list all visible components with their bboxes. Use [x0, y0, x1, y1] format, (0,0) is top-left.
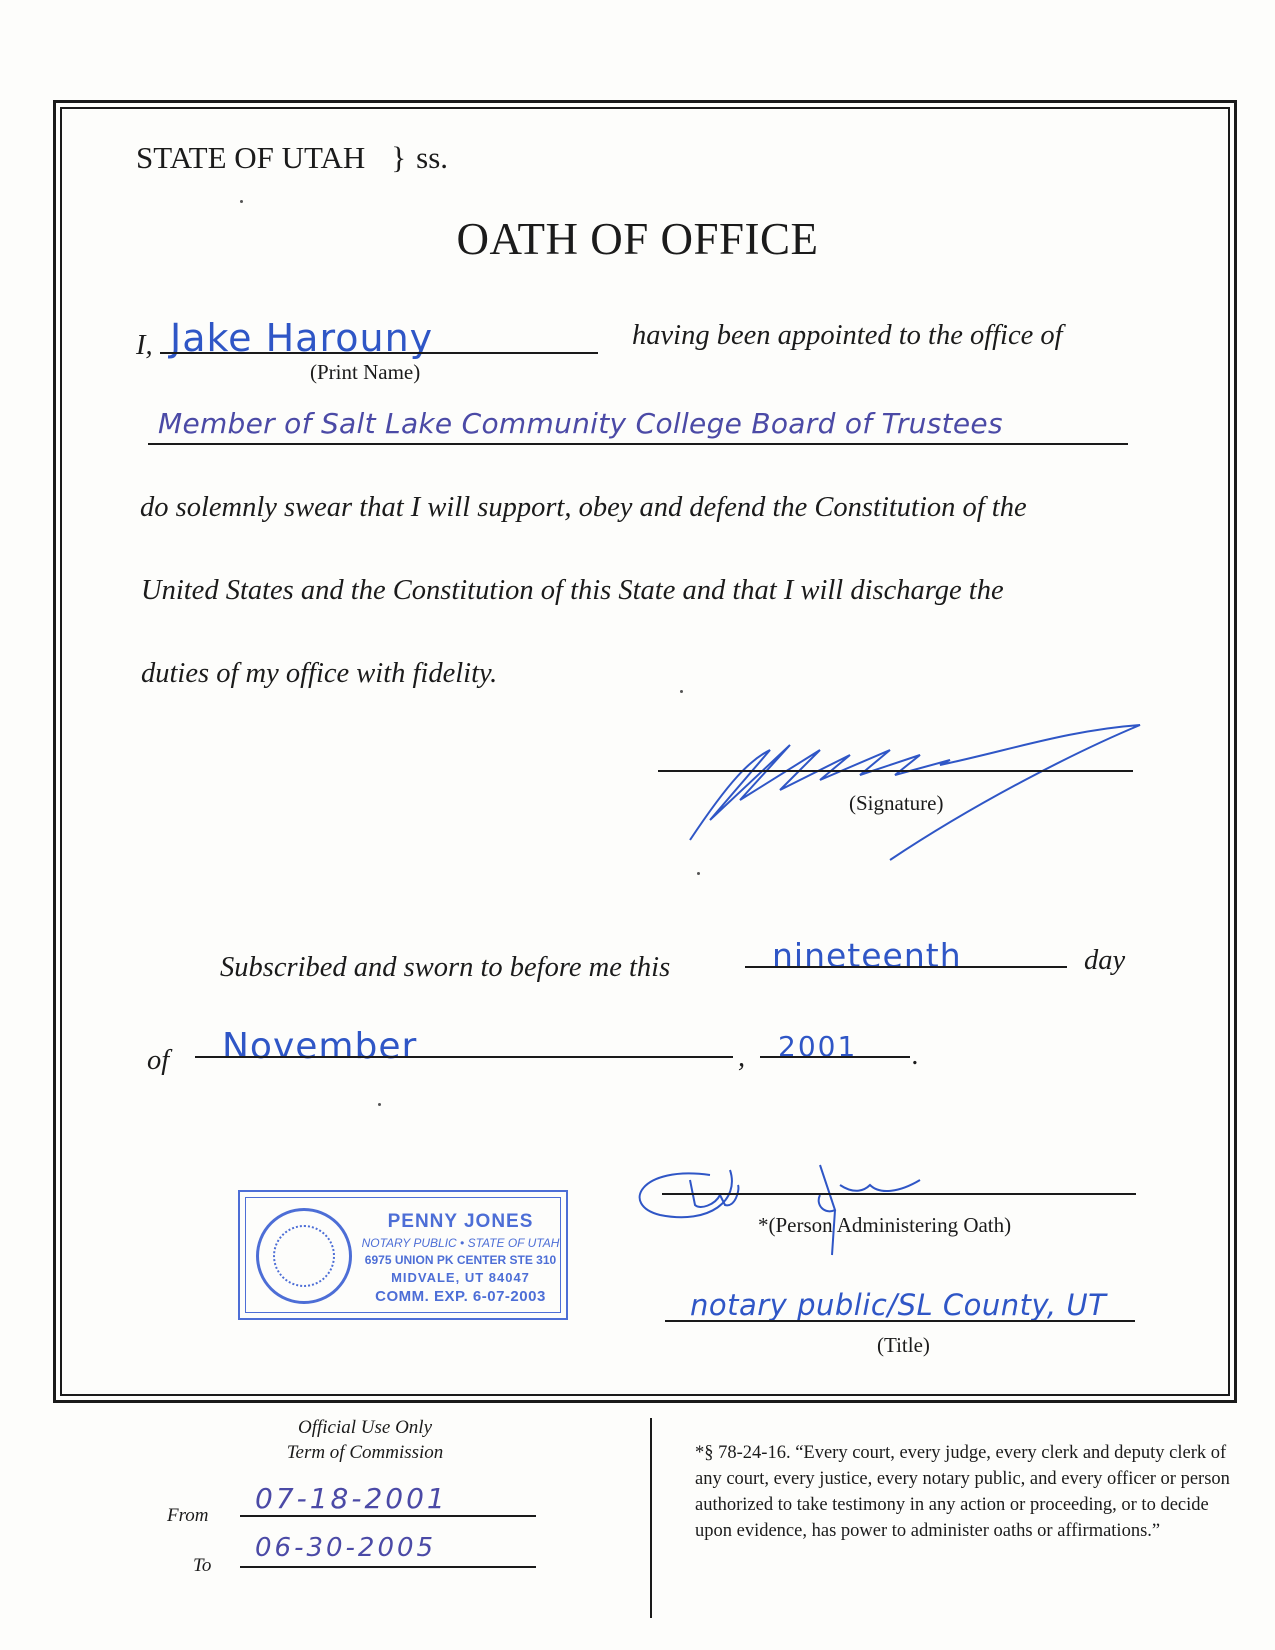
- day-label: day: [1084, 945, 1126, 976]
- day-value: nineteenth: [772, 936, 962, 975]
- signature-line: [658, 770, 1133, 772]
- year-line: [760, 1056, 910, 1058]
- seal-inner-ring: [273, 1225, 335, 1287]
- office-value: Member of Salt Lake Community College Board of Trustees: [158, 407, 1003, 440]
- date-period: .: [912, 1040, 920, 1071]
- brace: }: [391, 140, 407, 175]
- official-use-heading-1: Official Use Only: [297, 1417, 433, 1438]
- office-line: [148, 443, 1128, 445]
- scan-speck: [697, 872, 700, 875]
- scan-speck: [240, 200, 243, 203]
- to-value: 06-30-2005: [255, 1533, 437, 1563]
- oath-line-3: duties of my office with fidelity.: [141, 658, 498, 689]
- stamp-line-3: 6975 UNION PK CENTER STE 310: [364, 1253, 557, 1267]
- title-label: (Title): [877, 1333, 930, 1357]
- intro-i: I,: [136, 330, 153, 361]
- year-value: 2001: [778, 1030, 858, 1063]
- stamp-name: PENNY JONES: [387, 1211, 534, 1232]
- print-name-label: (Print Name): [310, 360, 421, 384]
- sworn-prefix: Subscribed and sworn to before me this: [220, 952, 671, 983]
- stamp-line-2: NOTARY PUBLIC • STATE OF UTAH: [361, 1236, 560, 1250]
- month-value: November: [222, 1026, 418, 1067]
- official-use-heading: [255, 1415, 475, 1465]
- notary-stamp: [238, 1190, 568, 1320]
- to-line: [240, 1566, 536, 1568]
- administrator-signature-scribble: [620, 1150, 980, 1270]
- ss-label: ss.: [416, 140, 449, 175]
- month-line: [195, 1056, 733, 1058]
- title-value: notary public/SL County, UT: [690, 1288, 1107, 1322]
- signature-label: (Signature): [849, 791, 944, 815]
- document-title: OATH OF OFFICE: [456, 214, 819, 264]
- state-heading: [136, 140, 448, 176]
- from-label: From: [167, 1505, 209, 1526]
- scan-speck: [378, 1103, 381, 1106]
- to-label: To: [193, 1555, 212, 1576]
- title-line: [665, 1320, 1135, 1322]
- appointed-text: having been appointed to the office of: [632, 320, 1063, 351]
- official-use-heading-2: Term of Commission: [286, 1442, 444, 1463]
- state-name: STATE OF UTAH: [136, 140, 366, 175]
- stamp-line-5: COMM. EXP. 6-07-2003: [375, 1288, 546, 1305]
- administrator-line: [662, 1193, 1136, 1195]
- oath-line-2: United States and the Constitution of this State and that I will discharge the: [141, 575, 1004, 606]
- stamp-line-4: MIDVALE, UT 84047: [391, 1270, 530, 1285]
- state-seal-icon: [256, 1208, 352, 1304]
- date-comma: ,: [738, 1042, 746, 1073]
- vertical-divider: [650, 1418, 652, 1618]
- of-label: of: [147, 1045, 170, 1076]
- print-name-line: [160, 352, 598, 354]
- day-line: [745, 966, 1067, 968]
- from-line: [240, 1515, 536, 1517]
- statute-footnote: *§ 78-24-16. “Every court, every judge, every clerk and deputy clerk of any court, every justice, every notary public, and every officer or person authorized to take testimony in any action or proceeding, or to decide upon evidence, has power to administer oaths or affirmations.”: [695, 1443, 1230, 1541]
- administrator-label: *(Person Administering Oath): [758, 1213, 1012, 1237]
- scan-speck: [680, 690, 683, 693]
- from-value: 07-18-2001: [255, 1482, 448, 1515]
- oath-line-1: do solemnly swear that I will support, obey and defend the Constitution of the: [140, 492, 1027, 523]
- print-name-value: Jake Harouny: [170, 316, 434, 360]
